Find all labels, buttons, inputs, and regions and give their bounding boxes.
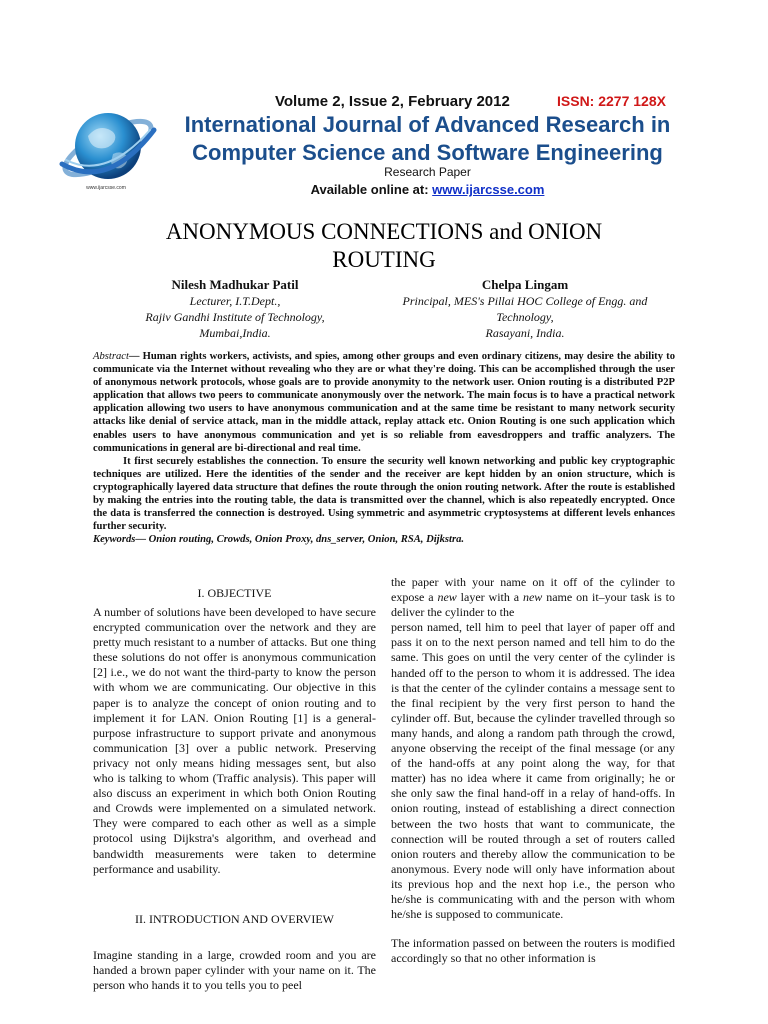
keywords: [93, 533, 675, 546]
right-text-a: the paper with your name on it off of the cylinder to expose a: [391, 575, 675, 605]
journal-globe-logo: [58, 96, 158, 196]
availability-line: [150, 182, 705, 197]
section-heading-objective: I. OBJECTIVE: [197, 586, 272, 600]
objective-paragraph: A number of solutions have been developed to have secure encrypted communication over the network and they are pretty much resistant to a number of attacks. But one thing these solutions do not offer is anonymous communication [2] i.e., we do not want the third-party to know the person with whom we are communicating. Our objective in this paper is to analyze the concept of onion routing and to implement it for LAN. Onion Routing [1] is a general-purpose infrastructure to support private and anonymous communication [3] over a public network. Preserving privacy not only means hiding messages sent, but also who is talking to whom (Traffic analysis). This paper will also discuss an experiment in which both Onion Routing and Crowds were implemented on a simulated network. They were compared to each other as well as a simple protocol using Dijkstra's algorithm, and overhead and bandwidth measurements were taken to determine performance and usability.: [93, 605, 376, 876]
paper-title: [90, 218, 678, 274]
logo-url: www.ijarcsse.com: [86, 185, 126, 191]
introduction-paragraph: Imagine standing in a large, crowded room and you are handed a brown paper cylinder with your name on it. The person who hands it to you tells you to peel: [93, 948, 376, 993]
journal-title-line1: International Journal of Advanced Research in: [184, 112, 671, 137]
emphasis-new: new: [522, 590, 543, 605]
author-affiliation-line: Mumbai,India.: [199, 326, 271, 340]
section-objective-text: [93, 605, 376, 877]
author-name: Nilesh Madhukar Patil: [171, 277, 299, 292]
volume-issue: Volume 2, Issue 2, February 2012: [275, 93, 510, 110]
right-text-b: layer with a: [456, 590, 523, 605]
right-column-text: [391, 575, 675, 966]
author-block-1: [120, 277, 350, 341]
paper-title-line1: ANONYMOUS CONNECTIONS and ONION: [165, 219, 603, 244]
right-text-c: name on it–your task is to deliver the cylinder to the: [391, 590, 675, 620]
author-name: Chelpa Lingam: [481, 277, 569, 292]
section-introduction-text: [93, 948, 376, 993]
keywords-dash: —: [135, 534, 146, 546]
abstract-paragraph-2: It first securely establishes the connection. To ensure the security well known networking and public key cryptographic techniques are utilized. Here the identities of the sender and the receiver are kept hidden by an onion structure, which is cryptographically layered data structure that defines the route through the onion routing network. After the route is established by making the entries into the routing table, the data is transmitted over the channel, which is also repeatedly encrypted. Once the data is transferred the connection is destroyed. Using symmetric and asymmetric cryptosystems at different levels enhances further security.: [93, 455, 675, 533]
author-affiliation-line: Rasayani, India.: [485, 326, 565, 340]
keywords-label: Keywords: [93, 534, 136, 546]
issn-label: ISSN: 2277 128X: [557, 93, 666, 109]
author-affiliation-line: Rajiv Gandhi Institute of Technology,: [145, 310, 325, 324]
journal-website-link[interactable]: www.ijarcsse.com: [432, 182, 545, 197]
abstract-paragraph-1: [93, 350, 675, 455]
author-block-2: [380, 277, 670, 341]
right-paragraph-2: person named, tell him to peel that layer of paper off and pass it on to the next person named and tell him to do the same. This goes on until the very center of the cylinder is handed off to the person to whom it is addressed. The idea is that the center of the cylinder contains a message sent to the final recipient by the very first person to hand the cylinder off. But, because the cylinder travelled through so many hands, and along a random path through the crowd, anyone observing the receipt of the final message (or any of the hand-offs at any point along the way, for that matter) has no idea where it came from originally; he or she only saw the final hand-off in a relay of hand-offs. In onion routing, instead of establishing a direct connection between the two hosts that want to communicate, the connection will be routed through a set of routers called onion routers and thereby allow the communication to be anonymous. Every node will only have information about its previous hop and the next hop i.e., the person who he/she is communicating with and the person with whom he/she is supposed to communicate.: [391, 620, 675, 922]
abstract-text-1: Human rights workers, activists, and spies, among other groups and even ordinary citizens, may desire the ability to communicate via the Internet without revealing who they are or what they're doing. This can be accomplished through the user of anonymous network protocols, whose goals are to provide anonymity to the network user. Onion routing is a distributed P2P application that allows two peers to communicate anonymously over the network. The main focus is to have a practical network application allowing two users to have anonymous communication and at the same time be resistant to many network security attacks like denial of service attack, man in the middle attack, replay attack etc. Onion Routing is one such application which enables users to have anonymous communication and yet is so reliable from eavesdroppers and traffic analyzers. The communications in general are bi-directional and real time.: [93, 351, 675, 454]
abstract-label: Abstract: [93, 351, 129, 362]
abstract: [93, 350, 675, 546]
abstract-dash: —: [128, 351, 140, 362]
journal-title-line2: Computer Science and Software Engineering: [192, 140, 663, 165]
right-paragraph-3: The information passed on between the routers is modified accordingly so that no other information is: [391, 936, 675, 966]
emphasis-new: new: [437, 590, 457, 605]
section-heading-introduction: II. INTRODUCTION AND OVERVIEW: [134, 912, 334, 926]
author-affiliation-line: Principal, MES's Pillai HOC College of Engg. and: [402, 294, 648, 308]
right-paragraph-1: [391, 575, 675, 620]
paper-type: Research Paper: [384, 165, 471, 179]
author-affiliation-line: Lecturer, I.T.Dept.,: [189, 294, 281, 308]
paper-title-line2: ROUTING: [332, 247, 436, 272]
author-affiliation-line: Technology,: [496, 310, 554, 324]
keywords-text: Onion routing, Crowds, Onion Proxy, dns_server, Onion, RSA, Dijkstra.: [145, 534, 465, 546]
availability-prefix: Available online at:: [310, 182, 433, 197]
